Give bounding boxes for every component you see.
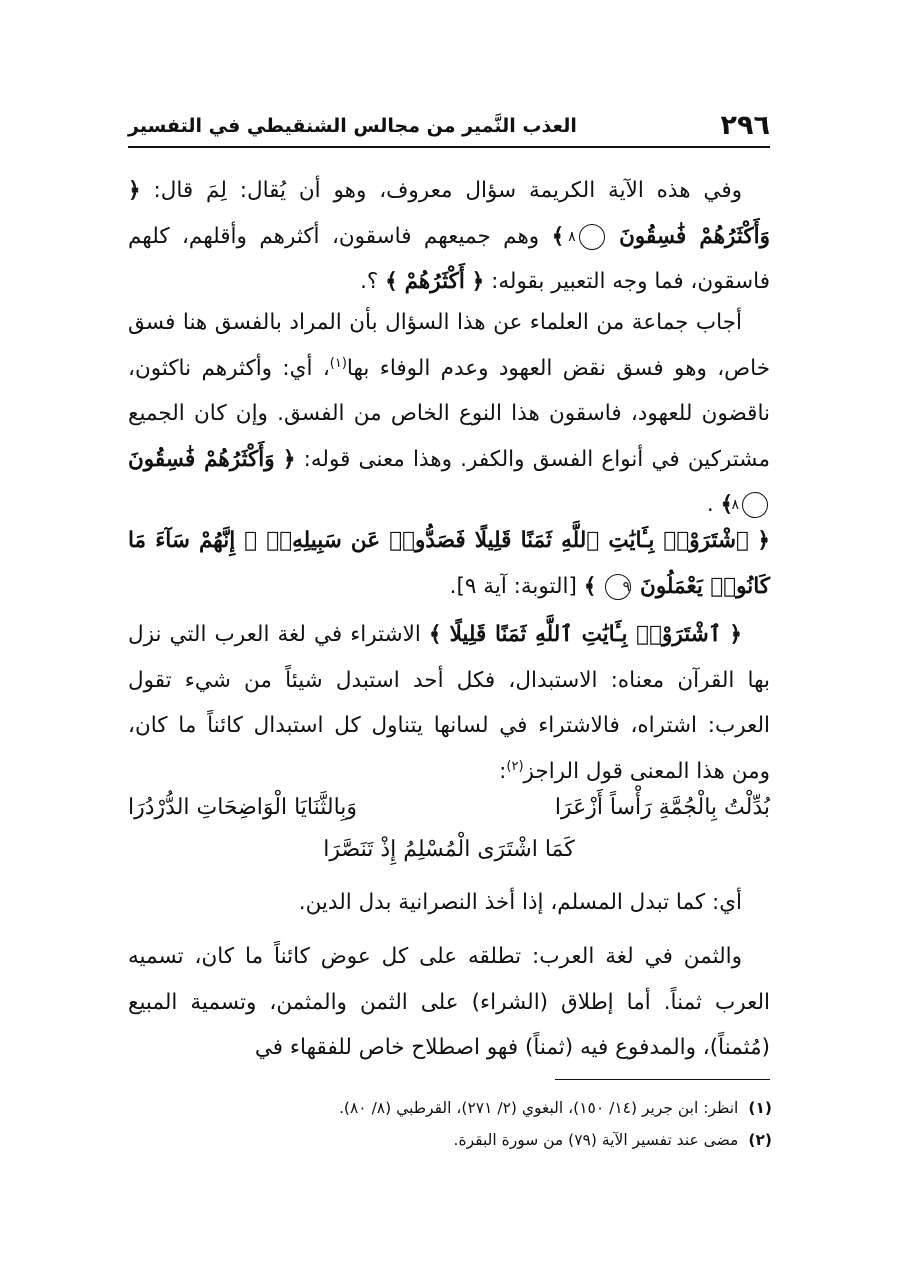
paragraph-verse	[128, 518, 770, 609]
page-header	[128, 106, 770, 148]
footnote-divider	[555, 1079, 770, 1080]
text: أجاب جماعة من العلماء عن هذا السؤال بأن المراد بالفسق هنا فسق خاص، وهو فسق نقض العهود وعدم الوفاء بها	[128, 310, 771, 381]
page-number: ٢٩٦	[720, 110, 770, 141]
text: :	[499, 758, 507, 784]
footnote-number: (٢)	[748, 1131, 772, 1149]
brace-close: ﴾	[583, 573, 597, 599]
footnote-number: (١)	[748, 1099, 772, 1117]
quran-quote: وَأَكْثَرُهُمْ فَٰسِقُونَ	[619, 223, 771, 249]
paragraph-question	[128, 168, 770, 305]
paragraph-ishtira	[128, 612, 770, 794]
quran-quote: ٱشْتَرَوْا۟ بِـَٔايَٰتِ ٱللَّهِ ثَمَنًا قَلِيلًا	[449, 622, 722, 647]
text: ؟.	[360, 269, 379, 294]
running-title: العذب النَّمير من مجالس الشنقيطي في التفسير	[128, 115, 577, 137]
footnote-text: انظر: ابن جرير (١٤/ ١٥٠)، البغوي (٢/ ٢٧١)، القرطبي (٨/ ٨٠).	[339, 1099, 739, 1117]
brace-close: ﴾	[720, 492, 734, 517]
poem-hemistich-1: بُدِّلْتُ بِالْجُمَّةِ رَأْساً أَزْعَرَا	[554, 795, 770, 820]
verse-reference: [التوبة: آية ٩].	[449, 573, 577, 599]
brace-open: ﴿	[128, 178, 141, 203]
text: الاشتراء في لغة العرب التي نزل بها القرآن معناه: الاستبدال، فكل أحد استبدل شيئاً من شيء تقول العرب: اشتراه، فالاشتراء في لسانها يتناول كل استبدال كائناً ما كان، ومن هذا المعنى قول الراجز	[128, 622, 770, 784]
brace-open: ﴿	[282, 446, 296, 472]
ayah-number-marker: ٨	[742, 492, 768, 518]
text: .	[706, 492, 714, 517]
ayah-number-marker: ٩	[605, 574, 631, 600]
brace-close: ﴾	[385, 269, 398, 294]
quran-verse: ٱشْتَرَوْا۟ بِـَٔايَٰتِ ٱللَّهِ ثَمَنًا قَلِيلًا فَصَدُّوا۟ عَن سَبِيلِهِۦٓ ۚ إِنَّهُمْ سَآءَ مَا كَانُوا۟ يَعْمَلُونَ	[128, 528, 770, 599]
brace-close: ﴾	[428, 622, 442, 647]
brace-open: ﴿	[471, 269, 485, 294]
footnote-2	[130, 1126, 772, 1154]
paragraph-thaman: والثمن في لغة العرب: تطلقه على كل عوض كائناً ما كان، تسميه العرب ثمناً. أما إطلاق (الشراء) على الثمن والمثمن، وتسمية المبيع (مُثمناً)، والمدفوع فيه (ثمناً) فهو اصطلاح خاص للفقهاء في	[128, 944, 770, 1060]
quran-quote: وَأَكْثَرُهُمْ فَٰسِقُونَ	[128, 446, 275, 472]
quran-quote: أَكْثَرُهُمْ	[404, 269, 465, 294]
ayah-number-marker: ٨	[579, 224, 605, 250]
footnote-ref-2[interactable]: (٢)	[506, 758, 524, 774]
poem	[128, 795, 770, 885]
poem-hemistich-2: وَبِالثَّنَايَا الْوَاضِحَاتِ الدُّرْدُرَا	[128, 795, 358, 820]
paragraph-answer	[128, 300, 770, 528]
footnote-ref-1[interactable]: (١)	[329, 355, 347, 371]
poem-hemistich-3: كَمَا اشْتَرَى الْمُسْلِمُ إِذْ تَنَصَّرَا	[323, 837, 575, 862]
paragraph-explanation: أي: كما تبدل المسلم، إذا أخذ النصرانية بدل الدين.	[298, 890, 742, 915]
brace-open: ﴿	[729, 622, 742, 647]
text: ، أي: وأكثرهم ناكثون، ناقضون للعهود، فاسقون هذا النوع الخاص من الفسق. وإن كان الجميع مشتركين في أنواع الفسق والكفر. وهذا معنى قوله:	[128, 355, 770, 472]
brace-close: ﴾	[551, 223, 565, 249]
footnote-text: مضى عند تفسير الآية (٧٩) من سورة البقرة.	[453, 1131, 739, 1149]
text: وفي هذه الآية الكريمة سؤال معروف، وهو أن يُقال: لِمَ قال:	[153, 178, 742, 203]
text: وهم جميعهم فاسقون، أكثرهم وأقلهم، كلهم فاسقون، فما وجه التعبير بقوله:	[128, 223, 770, 294]
brace-open: ﴿	[757, 528, 770, 553]
footnote-1	[130, 1094, 772, 1122]
